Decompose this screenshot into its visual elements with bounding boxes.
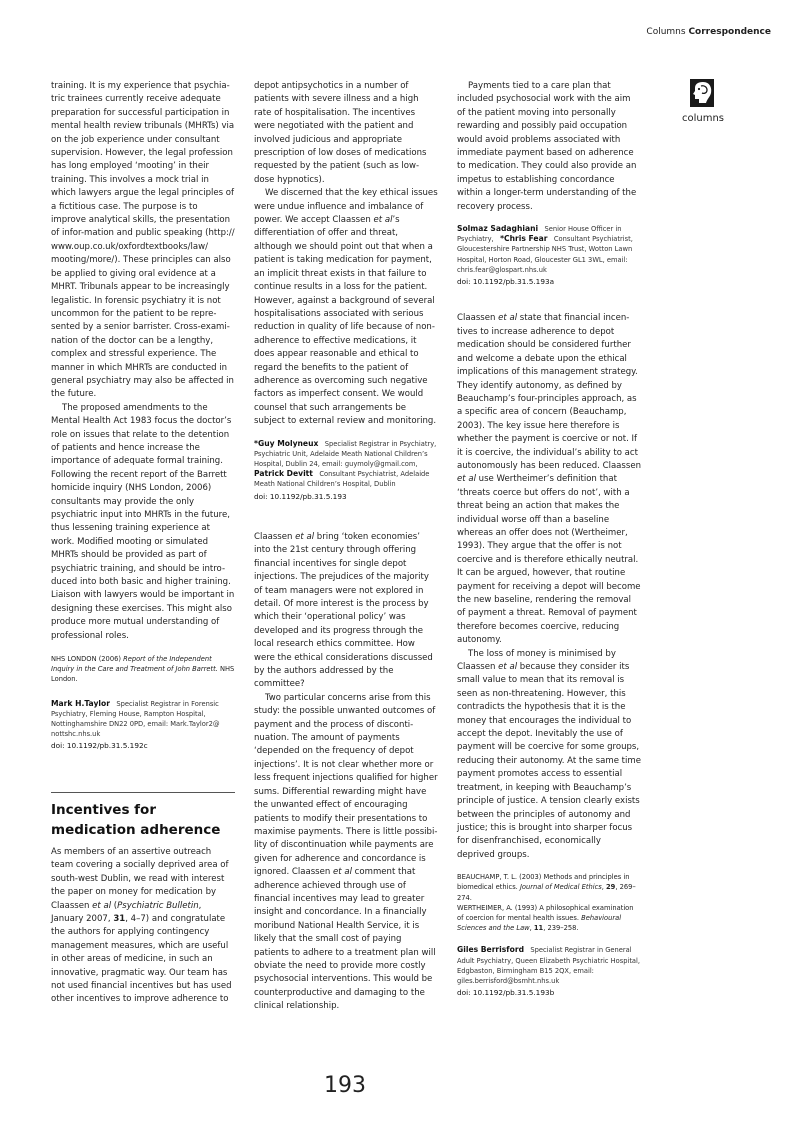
text-run: Behavioural Sciences and the Law (457, 913, 622, 933)
author-name: Mark H.Taylor (51, 698, 110, 708)
letter1-doi: doi: 10.1192/pb.31.5.192c (51, 741, 148, 751)
article-paragraph-2 (254, 187, 438, 428)
text-run: et al (373, 215, 393, 226)
text-run: because they consider its small value to mean that its removal is seen as non-threatening. However, this contradicts the hypothesis that it is the money that encourages the individual to accept the depot. Inevitably the use of payment will be coercive for some groups, reducing their autonomy. At the same time payment promotes access to essential treatment, in keeping with Beauchamp’s principle of justice. A tension clearly exists between the principles of autonomy and justice; this is brought into sharper focus for disenfranchised, economically deprived groups. (457, 662, 641, 860)
text-run: et al (498, 662, 518, 673)
text-run: comment that adherence achieved through use of financial incentives may lead to greater insight and concordance. In a financially moribund National Health Service, it is likely that the small cost of paying patients to adhere to a treatment plan will obviate the need to provide more costly psychosocial interventions. This would be counterproductive and damaging to the clinical relationship. (254, 867, 436, 1012)
text-run: WERTHEIMER, A. (1993) A philosophical examination of coercion for mental health issues. (457, 903, 634, 922)
author-affiliation: Specialist Registrar in Psychiatry, Psychiatric Unit, Adelaide Meath National Children’s Hospital, Dublin 24, email: guymoly@gmail.com, (254, 439, 437, 468)
letter1-paragraph-1: training. It is my experience that psychia-tric trainees currently receive adequate preparation for successful participation in mental health review tribunals (MHRTs) via on the job experience under consultant supervision. However, the legal profession has long employed ‘mooting’ in their training. This involves a mock trial in which lawyers argue the legal principles of a fictitious case. The purpose is to improve analytical skills, the presentation of infor-mation and public speaking (http:// www.oup.co.uk/oxfordtextbooks/law/ mooting/more/). These principles can also be applied to giving oral evidence at a MHRT. Tribunals appear to be increasingly legalistic. In forensic psychiatry it is not uncommon for the patient to be repre-sented by a senior barrister. Cross-exami-nation of the doctor can be a lengthy, complex and stressful experience. The manner in which MHRTs are conducted in general psychiatry may also be affected in the future. (51, 81, 235, 400)
text-run: , (601, 883, 606, 892)
text-run: , 269–274. (457, 883, 636, 902)
text-run: The loss of money is minimised by Claassen (457, 648, 616, 673)
author-affiliation: Consultant Psychiatrist, Adelaide Meath National Children’s Hospital, Dublin (254, 470, 430, 489)
text-run: ’s differentiation of offer and threat, although we should point out that when a patient is taking medication for payment, an implicit threat exists in that failure to continue results in a loss for the patient. However, against a background of several hospitalisations associated with serious reduction in quality of life because of non-adherence to effective medications, it does appear reasonable and ethical to regard the benefits to the patient of adherence as overcoming such negative factors as imperfect consent. We would counsel that such arrangements be subject to external review and monitoring. (254, 215, 437, 427)
article-signature (254, 439, 438, 490)
text-run: et al (498, 313, 518, 324)
ref-author: NHS LONDON (2006) (51, 655, 124, 664)
letter4-doi: doi: 10.1192/pb.31.5.193b (457, 988, 555, 998)
text-run: BEAUCHAMP, T. L. (2003) Methods and principles in biomedical ethics. (457, 873, 630, 892)
logo-caption: columns (681, 113, 725, 124)
text-run: et al (457, 474, 476, 485)
author-affiliation: Specialist Registrar in General Adult Psychiatry, Queen Elizabeth Psychiatric Hospital, Edgbaston, Birmingham B15 2QX, email: giles.berrisford@bsmht.nhs.uk (457, 946, 641, 985)
text-run: 31 (113, 913, 126, 924)
author-name: Giles Berrisford (457, 945, 525, 955)
author-name: *Chris Fear (500, 234, 548, 244)
article-title: Incentives for medication adherence (51, 801, 221, 838)
text-run: As members of an assertive outreach team covering a socially deprived area of south-west Dublin, we read with interest the paper on money for medication by Claassen (51, 846, 229, 911)
text-run: et al (295, 531, 315, 542)
author-affiliation: Specialist Registrar in Forensic Psychiatry, Fleming House, Rampton Hospital, Nottinghamshire DN22 0PD, email: Mark.Taylor2@ nottshc.nhs.uk (51, 699, 220, 739)
section-divider (51, 792, 235, 793)
text-run: Claassen (254, 531, 296, 542)
header-section: Columns (646, 27, 686, 37)
ref-title: Report of the Independent Inquiry in the Care and Treatment of John Barrett. (51, 655, 218, 674)
letter3-paragraph-1 (254, 531, 438, 692)
text-run: use Wertheimer’s definition that ‘threats coerce but offers do not’, with a threat being an action that makes the individual worse off than a baseline whereas an offer does not (Wertheimer, 1993). They argue that the offer is not coercive and is therefore ethically neutral. It can be argued, however, that routine payment for receiving a depot will become the new baseline, rendering the removal of payment a threat. Removal of payment therefore becomes coercive, reducing autonomy. (457, 474, 641, 646)
author-name: *Guy Molyneux (254, 438, 319, 448)
column-2 (254, 80, 438, 1014)
text-run: et al (92, 900, 112, 911)
letter3-doi: doi: 10.1192/pb.31.5.193a (457, 277, 555, 287)
text-run: bring ‘token economies’ into the 21st century through offering financial incentives for single depot injections. The prejudices of the majority of team managers were not explored in detail. Of more interest is the process by which their ‘operational policy’ was developed and its progress through the local research ethics committee. How were the ethical considerations discussed by the authors addressed by the committee? (254, 531, 433, 690)
letter4-paragraph-2 (457, 648, 641, 863)
head-profile-icon (689, 78, 715, 108)
letter4-reference-2 (457, 903, 641, 934)
column-3 (457, 80, 641, 1000)
text-run: Journal of Medical Ethics (519, 883, 602, 892)
text-run: , (529, 924, 534, 933)
columns-logo (683, 78, 721, 112)
article-continuation: depot antipsychotics in a number of patients with severe illness and a high rate of hospitalisation. The incentives were negotiated with the patient and involved judicious and appropriate prescription of low doses of medications requested by the patient (such as low-dose hypnotics). (254, 81, 427, 185)
page-number: 193 (324, 1073, 366, 1098)
article-doi: doi: 10.1192/pb.31.5.193 (254, 491, 347, 501)
running-header (646, 27, 771, 37)
text-run: We discerned that the key ethical issues were undue influence and imbalance of power. We accept Claassen (254, 188, 438, 226)
text-run: 29 (606, 883, 616, 892)
article-intro (51, 846, 235, 1007)
letter3-paragraph-3: Payments tied to a care plan that included psychosocial work with the aim of the patient moving into personally rewarding and possibly paid occupation would avoid problems associated with immediate payment based on adherence to medication. They could also provide an impetus to establishing concordance within a longer-term understanding of the recovery process. (457, 81, 637, 212)
text-run: , 239–258. (543, 924, 579, 933)
letter1-signature (51, 699, 235, 740)
ref-rest: NHS London. (51, 665, 235, 684)
text-run: Two particular concerns arise from this study: the possible unwanted outcomes of payment and the process of disconti-nuation. The amount of payments ‘depended on the frequency of depot injections’. It is not clear whether more or less frequent injections qualified for higher sums. Differential rewarding might have the unwanted effect of encouraging patients to modify their presentations to maximise payments. There is little possibi-lity of discontinuation while payments are given for adherence and concordance is ignored. Claassen (254, 692, 438, 878)
letter3-signature (457, 224, 641, 275)
letter3-paragraph-2 (254, 692, 438, 1014)
author-affiliation: Senior House Officer in Psychiatry, (457, 225, 622, 244)
text-run: 11 (533, 924, 544, 933)
author-name: Solmaz Sadaghiani (457, 224, 539, 234)
text-run: ( (111, 900, 118, 911)
text-run: Claassen (457, 313, 499, 324)
author-affiliation: Consultant Psychiatrist, Gloucestershire Partnership NHS Trust, Wotton Lawn Hospital, Horton Road, Gloucester GL1 3WL, email: chris.fear@glospart.nhs.uk (457, 235, 633, 274)
letter1-paragraph-2: The proposed amendments to the Mental Health Act 1983 focus the doctor’s role on issues that relate to the detention of patients and hence increase the importance of adequate formal training. Following the recent report of the Barrett homicide inquiry (NHS London, 2006) consultants may provide the only psychiatric input into MHRTs in the future, thus lessening training experience at work. Modified mooting or simulated MHRTs should be provided as part of psychiatric training, and should be intro-duced into both basic and higher training. Liaison with lawyers would be important in designing these exercises. This might also produce more mutual understanding of professional roles. (51, 402, 235, 641)
letter4-signature (457, 945, 641, 986)
text-run: et al (333, 867, 352, 878)
text-run: Psychiatric Bulletin (117, 900, 199, 911)
letter4-paragraph-1 (457, 312, 641, 647)
author-name: Patrick Devitt (254, 469, 313, 479)
text-run: , January 2007, (51, 900, 202, 924)
letter4-reference-1 (457, 872, 641, 903)
letter1-reference (51, 654, 235, 685)
text-run: state that financial incen-tives to increase adherence to depot medication should be considered further and welcome a debate upon the ethical implications of this management strategy. They identify autonomy, as defined by Beauchamp’s four-principles approach, as a specific area of concern (Beauchamp, 2003). The key issue here therefore is whether the payment is coercive or not. If it is coercive, the individual’s ability to act autonomously has been reduced. Claassen (457, 313, 641, 471)
text-run: , 4–7) and congratulate the authors for applying contingency management measures, which are useful in other areas of medicine, in such an innovative, pragmatic way. Our team has not used financial incentives but has used other incentives to improve adherence to (51, 913, 232, 1005)
column-1 (51, 80, 235, 1007)
header-title: Correspondence (688, 27, 771, 37)
